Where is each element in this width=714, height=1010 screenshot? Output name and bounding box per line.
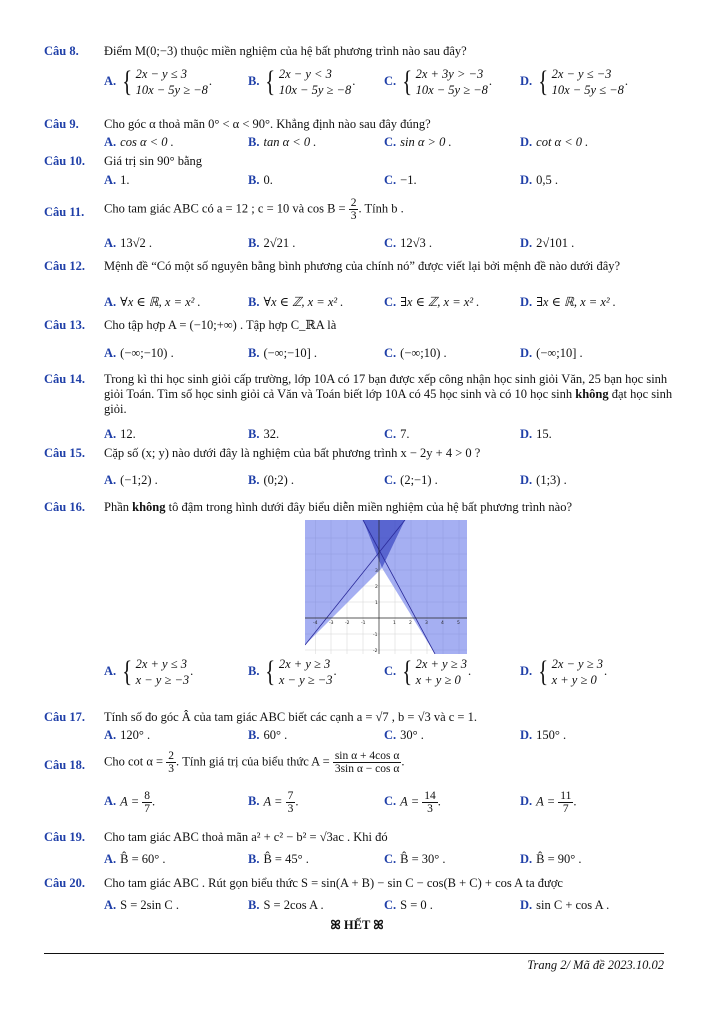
option-a[interactable]: A. ∀x ∈ ℝ, x = x² .	[104, 295, 201, 309]
svg-text:-2: -2	[373, 649, 378, 654]
question-label: Câu 15.	[44, 446, 85, 460]
question-text: Mệnh đề “Có một số nguyên bằng bình phương của chính nó” được viết lại bởi mệnh đề nào dưới đây?	[104, 259, 621, 273]
option-a[interactable]: A. S = 2sin C .	[104, 898, 179, 912]
option-a[interactable]: A. (−1;2) .	[104, 473, 158, 487]
option-b[interactable]: B. { 2x − y < 3 10x − 5y ≥ −8 .	[248, 65, 356, 98]
option-c[interactable]: C. 12√3 .	[384, 236, 433, 250]
option-c[interactable]: C. (−∞;10) .	[384, 346, 447, 360]
option-d[interactable]: D. { 2x − y ≤ −3 10x − 5y ≤ −8 .	[520, 65, 629, 98]
question-16-options	[44, 656, 674, 700]
question-label: Câu 10.	[44, 154, 85, 168]
option-d[interactable]: D. B̂ = 90° .	[520, 852, 582, 866]
footer-divider	[44, 953, 664, 954]
option-b[interactable]: B. B̂ = 45° .	[248, 852, 309, 866]
option-b[interactable]: B. tan α < 0 .	[248, 135, 317, 149]
question-label: Câu 14.	[44, 372, 85, 386]
option-c[interactable]: C. B̂ = 30° .	[384, 852, 446, 866]
question-text: Cho tam giác ABC thoả mãn a² + c² − b² = √3ac . Khi đó	[104, 830, 388, 844]
option-a[interactable]: A. B̂ = 60° .	[104, 852, 166, 866]
option-c[interactable]: C. ∃x ∈ ℤ, x = x² .	[384, 295, 480, 309]
question-18	[44, 750, 674, 822]
option-b[interactable]: B. A = $\frac{7}{3}$ .	[248, 790, 299, 815]
svg-text:-3: -3	[329, 621, 334, 626]
question-label: Câu 19.	[44, 830, 85, 844]
option-c[interactable]: C. A = $\frac{14}{3}$ .	[384, 790, 441, 815]
option-b[interactable]: B. { 2x + y ≥ 3 x − y ≥ −3 .	[248, 655, 337, 688]
svg-text:2: 2	[375, 585, 378, 590]
option-d[interactable]: D. 2√101 .	[520, 236, 575, 250]
option-c[interactable]: C. 30° .	[384, 728, 424, 742]
option-b[interactable]: B. 0.	[248, 173, 273, 187]
question-text: Cặp số (x; y) nào dưới đây là nghiệm của bất phương trình x − 2y + 4 > 0 ?	[104, 446, 481, 460]
svg-text:-1: -1	[361, 621, 366, 626]
svg-text:4: 4	[441, 621, 444, 626]
svg-text:1: 1	[375, 601, 378, 606]
option-c[interactable]: C. 7.	[384, 427, 410, 441]
option-c[interactable]: C. { 2x + y ≥ 3 x + y ≥ 0 .	[384, 655, 472, 688]
option-c[interactable]: C. −1.	[384, 173, 417, 187]
question-label: Câu 9.	[44, 117, 79, 131]
question-text: Tính số đo góc Â của tam giác ABC biết các cạnh a = √7 , b = √3 và c = 1.	[104, 710, 477, 724]
svg-text:5: 5	[457, 621, 460, 626]
option-b[interactable]: B. 60° .	[248, 728, 288, 742]
question-10	[44, 154, 674, 186]
option-b[interactable]: B. (−∞;−10] .	[248, 346, 318, 360]
option-c[interactable]: C. S = 0 .	[384, 898, 433, 912]
question-label: Câu 16.	[44, 500, 85, 514]
question-label: Câu 18.	[44, 758, 85, 772]
question-text: Giá trị sin 90° bằng	[104, 154, 203, 168]
question-15	[44, 446, 674, 492]
option-d[interactable]: D. sin C + cos A .	[520, 898, 610, 912]
svg-text:1: 1	[393, 621, 396, 626]
option-a[interactable]: A. (−∞;−10) .	[104, 346, 174, 360]
question-13	[44, 318, 674, 364]
question-11	[44, 197, 674, 253]
option-a[interactable]: A. 12.	[104, 427, 136, 441]
option-a[interactable]: A. 120° .	[104, 728, 151, 742]
end-marker: ꕤ HẾT ꕤ	[330, 918, 384, 932]
option-a[interactable]: A. { 2x − y ≤ 3 10x − 5y ≥ −8 .	[104, 65, 213, 98]
question-text: Cho tập hợp A = (−10;+∞) . Tập hợp C_ℝA là	[104, 318, 337, 332]
svg-text:2: 2	[409, 621, 412, 626]
question-text: Cho cot α = $\frac{2}{3}$ . Tính giá trị của biểu thức A = $\frac{\text{sin α + 4cos α}}{\text{3sin α − cos α}}$ .	[104, 750, 405, 775]
option-b[interactable]: B. 32.	[248, 427, 280, 441]
option-d[interactable]: D. 150° .	[520, 728, 567, 742]
question-8	[44, 44, 674, 110]
option-b[interactable]: B. 2√21 .	[248, 236, 296, 250]
question-text: Phần không tô đậm trong hình dưới đây biểu diễn miền nghiệm của hệ bất phương trình nào?	[104, 500, 573, 514]
option-a[interactable]: A. cos α < 0 .	[104, 135, 174, 149]
option-d[interactable]: D. A = $\frac{11}{7}$ .	[520, 790, 577, 815]
option-b[interactable]: B. (0;2) .	[248, 473, 295, 487]
svg-text:3: 3	[375, 569, 378, 574]
option-d[interactable]: D. ∃x ∈ ℝ, x = x² .	[520, 295, 616, 309]
question-text: Cho tam giác ABC có a = 12 ; c = 10 và cos B = $\frac{2}{3}$ . Tính b .	[104, 197, 404, 222]
question-text: Điểm M(0;−3) thuộc miền nghiệm của hệ bất phương trình nào sau đây?	[104, 44, 467, 58]
option-a[interactable]: A. 13√2 .	[104, 236, 153, 250]
option-a[interactable]: A. { 2x + y ≤ 3 x − y ≥ −3 .	[104, 655, 194, 688]
option-d[interactable]: D. 15.	[520, 427, 552, 441]
question-20	[44, 876, 674, 916]
option-c[interactable]: C. (2;−1) .	[384, 473, 438, 487]
svg-text:-4: -4	[313, 621, 318, 626]
question-17	[44, 710, 674, 744]
question-label: Câu 11.	[44, 205, 85, 219]
question-label: Câu 13.	[44, 318, 85, 332]
question-12	[44, 259, 674, 309]
option-b[interactable]: B. ∀x ∈ ℤ, x = x² .	[248, 295, 344, 309]
option-d[interactable]: D. (−∞;10] .	[520, 346, 583, 360]
option-a[interactable]: A. 1.	[104, 173, 130, 187]
question-text: Cho tam giác ABC . Rút gọn biểu thức S = sin(A + B) − sin C − cos(B + C) + cos A ta được	[104, 876, 563, 890]
question-14	[44, 372, 674, 440]
question-label: Câu 20.	[44, 876, 85, 890]
option-d[interactable]: D. (1;3) .	[520, 473, 567, 487]
question-label: Câu 12.	[44, 259, 85, 273]
inequality-region-graph	[305, 520, 467, 654]
svg-text:3: 3	[425, 621, 428, 626]
page-footer: Trang 2/ Mã đề 2023.10.02	[527, 958, 664, 972]
question-text: Trong kì thi học sinh giỏi cấp trường, lớp 10A có 17 bạn được xếp công nhận học sinh giỏi Văn, 25 bạn học sinh giỏi Toán. Tìm số học sinh giỏi cả Văn và Toán biết lớp 10A có 45 học sinh và có 10 học sinh không đạt học sinh giỏi.	[104, 372, 673, 416]
option-c[interactable]: C. sin α > 0 .	[384, 135, 452, 149]
svg-text:-1: -1	[373, 633, 378, 638]
option-a[interactable]: A. A = $\frac{8}{7}$ .	[104, 790, 156, 815]
option-d[interactable]: D. 0,5 .	[520, 173, 559, 187]
option-c[interactable]: C. { 2x + 3y > −3 10x − 5y ≥ −8 .	[384, 65, 493, 98]
svg-text:-2: -2	[345, 621, 350, 626]
question-text: Cho góc α thoả mãn 0° < α < 90°. Khẳng định nào sau đây đúng?	[104, 117, 431, 131]
question-9	[44, 117, 674, 149]
option-d[interactable]: D. cot α < 0 .	[520, 135, 589, 149]
question-19	[44, 830, 674, 870]
question-label: Câu 17.	[44, 710, 85, 724]
option-b[interactable]: B. S = 2cos A .	[248, 898, 324, 912]
question-label: Câu 8.	[44, 44, 79, 58]
option-d[interactable]: D. { 2x − y ≥ 3 x + y ≥ 0 .	[520, 655, 608, 688]
